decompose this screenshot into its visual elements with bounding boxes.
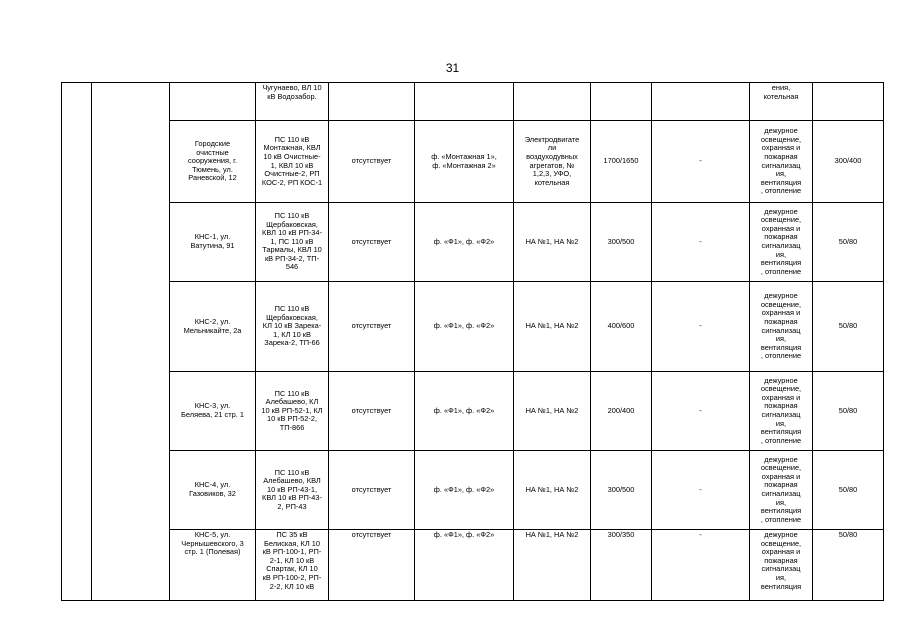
reserve-cell [329, 83, 415, 121]
power-cell: 400/600 [591, 282, 652, 372]
last-cell: 300/400 [813, 121, 884, 203]
table-row [62, 451, 884, 530]
merged-number-cell [62, 83, 92, 601]
reserve-cell: отсутствует [329, 121, 415, 203]
reserve-cell: отсутствует [329, 451, 415, 530]
last-cell: 50/80 [813, 451, 884, 530]
table-row [62, 372, 884, 451]
source-cell: ПС 110 кВ Алебашево, КВЛ 10 кВ РП-43-1, КВЛ 10 кВ РП-43- 2, РП-43 [256, 451, 329, 530]
reserve-cell: отсутствует [329, 282, 415, 372]
feeders-cell: ф. «Ф1», ф. «Ф2» [415, 282, 514, 372]
feeders-cell: ф. «Ф1», ф. «Ф2» [415, 203, 514, 282]
object-cell: Городские очистные сооружения, г. Тюмень, ул. Раневской, 12 [170, 121, 256, 203]
aggregates-cell: Электродвигате ли воздуходувных агрегатов, № 1,2,3, УФО, котельная [514, 121, 591, 203]
power-supply-table [61, 82, 884, 601]
table-row [62, 530, 884, 601]
merged-category-cell [92, 83, 170, 601]
page-number: 31 [445, 61, 460, 75]
aggregates-cell [514, 83, 591, 121]
aggregates-cell: НА №1, НА №2 [514, 530, 591, 601]
consumers-cell: дежурное освещение, охранная и пожарная сигнализац ия, вентиляция , отопление [750, 121, 813, 203]
reserve-cell: отсутствует [329, 372, 415, 451]
col8-cell: - [652, 282, 750, 372]
last-cell: 50/80 [813, 203, 884, 282]
reserve-cell: отсутствует [329, 530, 415, 601]
power-cell: 300/350 [591, 530, 652, 601]
table-row [62, 282, 884, 372]
feeders-cell: ф. «Ф1», ф. «Ф2» [415, 451, 514, 530]
last-cell: 50/80 [813, 282, 884, 372]
aggregates-cell: НА №1, НА №2 [514, 282, 591, 372]
feeders-cell [415, 83, 514, 121]
aggregates-cell: НА №1, НА №2 [514, 203, 591, 282]
table-row [62, 203, 884, 282]
source-cell: ПС 110 кВ Алебашево, КЛ 10 кВ РП-52-1, КЛ 10 кВ РП-52-2, ТП-866 [256, 372, 329, 451]
last-cell: 50/80 [813, 530, 884, 601]
col8-cell: - [652, 372, 750, 451]
col8-cell [652, 83, 750, 121]
col8-cell: - [652, 451, 750, 530]
consumers-cell: дежурное освещение, охранная и пожарная сигнализац ия, вентиляция , отопление [750, 282, 813, 372]
power-cell: 300/500 [591, 451, 652, 530]
table-row [62, 121, 884, 203]
object-cell [170, 83, 256, 121]
source-cell: ПС 110 кВ Щербаковская, КЛ 10 кВ Зарека- 1, КЛ 10 кВ Зарека-2, ТП-66 [256, 282, 329, 372]
object-cell: КНС-3, ул. Беляева, 21 стр. 1 [170, 372, 256, 451]
power-cell: 200/400 [591, 372, 652, 451]
object-cell: КНС-1, ул. Ватутина, 91 [170, 203, 256, 282]
consumers-cell: дежурное освещение, охранная и пожарная сигнализац ия, вентиляция , отопление [750, 451, 813, 530]
power-cell: 300/500 [591, 203, 652, 282]
reserve-cell: отсутствует [329, 203, 415, 282]
object-cell: КНС-2, ул. Мельникайте, 2а [170, 282, 256, 372]
last-cell [813, 83, 884, 121]
col8-cell: - [652, 203, 750, 282]
consumers-cell: дежурное освещение, охранная и пожарная сигнализац ия, вентиляция , отопление [750, 372, 813, 451]
object-cell: КНС-5, ул. Чернышевского, 3 стр. 1 (Полевая) [170, 530, 256, 601]
feeders-cell: ф. «Ф1», ф. «Ф2» [415, 530, 514, 601]
source-cell: ПС 110 кВ Щербаковская, КВЛ 10 кВ РП-34- 1, ПС 110 кВ Тармалы, КВЛ 10 кВ РП-34-2, ТП- 546 [256, 203, 329, 282]
source-cell: ПС 110 кВ Монтажная, КВЛ 10 кВ Очистные- 1, КВЛ 10 кВ Очистные-2, РП КОС-2, РП КОС-1 [256, 121, 329, 203]
aggregates-cell: НА №1, НА №2 [514, 451, 591, 530]
consumers-cell: дежурное освещение, охранная и пожарная сигнализац ия, вентиляция [750, 530, 813, 601]
aggregates-cell: НА №1, НА №2 [514, 372, 591, 451]
col8-cell: - [652, 121, 750, 203]
consumers-cell: ения, котельная [750, 83, 813, 121]
col8-cell: - [652, 530, 750, 601]
source-cell: Чугунаево, ВЛ 10 кВ Водозабор. [256, 83, 329, 121]
power-cell: 1700/1650 [591, 121, 652, 203]
object-cell: КНС-4, ул. Газовиков, 32 [170, 451, 256, 530]
source-cell: ПС 35 кВ Белиская, КЛ 10 кВ РП-100-1, РП- 2-1, КЛ 10 кВ Спартак, КЛ 10 кВ РП-100-2, РП- 2-2, КЛ 10 кВ [256, 530, 329, 601]
table-row [62, 83, 884, 121]
consumers-cell: дежурное освещение, охранная и пожарная сигнализац ия, вентиляция , отопление [750, 203, 813, 282]
feeders-cell: ф. «Монтажная 1», ф. «Монтажная 2» [415, 121, 514, 203]
feeders-cell: ф. «Ф1», ф. «Ф2» [415, 372, 514, 451]
last-cell: 50/80 [813, 372, 884, 451]
power-cell [591, 83, 652, 121]
